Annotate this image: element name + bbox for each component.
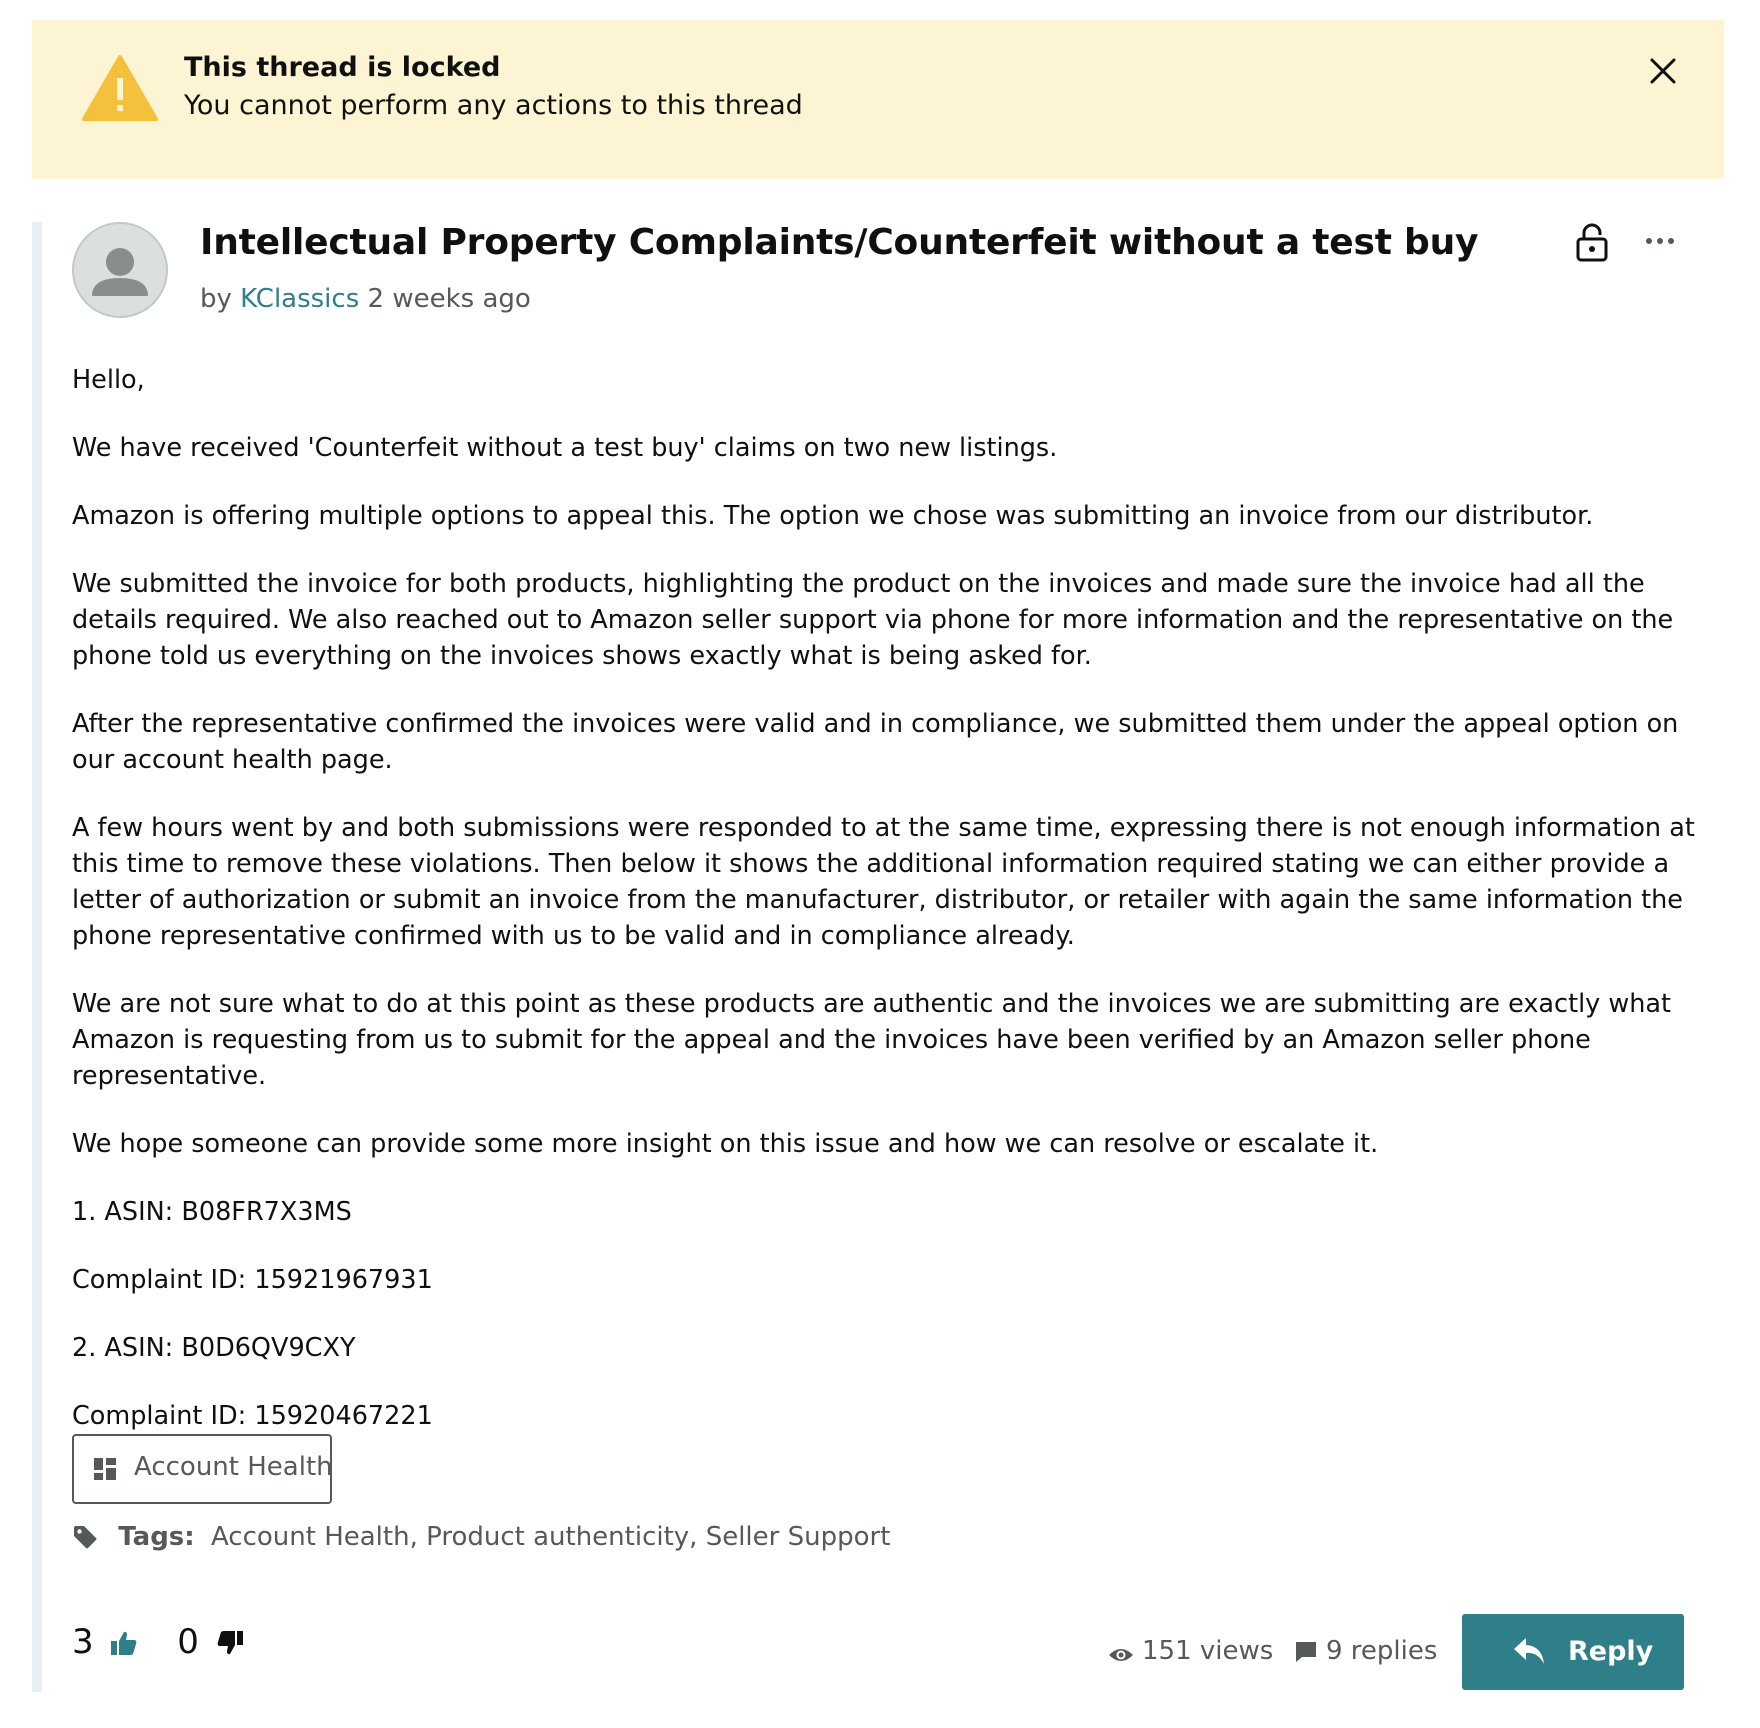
banner-title: This thread is locked: [184, 52, 501, 83]
replies-count: [1294, 1636, 1437, 1666]
post-paragraph: A few hours went by and both submissions were responded to at the same time, expressing there is not enough information at this time to remove these violations. Then below it shows the additional information required stating we can either provide a letter of authorization or submit an invoice from the manufacturer, distributor, or retailer with again the same information the phone representative confirmed with us to be valid and in compliance already.: [72, 813, 1695, 951]
thumbs-down-icon[interactable]: [216, 1629, 244, 1657]
tag-link[interactable]: Product authenticity: [426, 1522, 690, 1552]
tag-separator: ,: [409, 1522, 418, 1552]
category-badge[interactable]: [72, 1434, 332, 1504]
lock-icon: [1574, 222, 1610, 262]
post-paragraph: Complaint ID: 15920467221: [72, 1401, 433, 1431]
post-byline: [200, 284, 531, 314]
post-body: [72, 362, 1712, 1466]
post-paragraph: Hello,: [72, 365, 145, 395]
post-title: Intellectual Property Complaints/Counterfeit without a test buy: [200, 222, 1479, 263]
byline-prefix: by: [200, 284, 232, 314]
post-paragraph: Complaint ID: 15921967931: [72, 1265, 433, 1295]
views-count: [1108, 1636, 1273, 1666]
eye-icon: [1108, 1646, 1134, 1664]
post-paragraph: 1. ASIN: B08FR7X3MS: [72, 1197, 352, 1227]
upvote-count: 3: [72, 1622, 94, 1662]
post-paragraph: We are not sure what to do at this point as these products are authentic and the invoices we are submitting are exactly what Amazon is requesting from us to submit for the appeal and the invoices have been verified by an Amazon seller phone representative.: [72, 989, 1671, 1091]
user-silhouette-icon: [74, 224, 168, 318]
tag-icon: [72, 1524, 98, 1550]
tags-row: [72, 1522, 890, 1552]
locked-thread-banner: [32, 20, 1724, 179]
tag-link[interactable]: Account Health: [210, 1522, 410, 1552]
author-link[interactable]: KClassics: [240, 284, 360, 314]
reply-button-label: Reply: [1568, 1636, 1654, 1667]
views-label: 151 views: [1142, 1636, 1274, 1666]
avatar[interactable]: [72, 222, 168, 318]
reply-arrow-icon: [1512, 1636, 1546, 1666]
warning-icon: [82, 54, 158, 122]
comment-icon: [1294, 1640, 1318, 1664]
post-time: 2 weeks ago: [367, 284, 531, 314]
dashboard-icon: [94, 1458, 116, 1480]
close-icon[interactable]: [1648, 56, 1678, 86]
reply-button[interactable]: [1462, 1614, 1684, 1690]
post-paragraph: 2. ASIN: B0D6QV9CXY: [72, 1333, 356, 1363]
banner-subtitle: You cannot perform any actions to this thread: [184, 90, 803, 121]
post-paragraph: We submitted the invoice for both products, highlighting the product on the invoices and made sure the invoice had all the details required. We also reached out to Amazon seller support via phone for more information and the representative on the phone told us everything on the invoices shows exactly what is being asked for.: [72, 569, 1674, 671]
post-paragraph: We hope someone can provide some more insight on this issue and how we can resolve or escalate it.: [72, 1129, 1379, 1159]
downvote-count: 0: [177, 1622, 199, 1662]
thread-post: [32, 222, 1695, 1692]
votes: [72, 1622, 244, 1662]
tag-link[interactable]: Seller Support: [705, 1522, 891, 1552]
tag-separator: ,: [689, 1522, 698, 1552]
post-paragraph: After the representative confirmed the invoices were valid and in compliance, we submitted them under the appeal option on our account health page.: [72, 709, 1679, 775]
post-paragraph: We have received 'Counterfeit without a test buy' claims on two new listings.: [72, 433, 1058, 463]
tags-label: Tags:: [118, 1522, 195, 1552]
category-badge-label: Account Health: [134, 1452, 333, 1482]
post-paragraph: Amazon is offering multiple options to appeal this. The option we chose was submitting an invoice from our distributor.: [72, 501, 1594, 531]
more-options-icon[interactable]: [1644, 236, 1676, 246]
replies-label: 9 replies: [1326, 1636, 1438, 1666]
post-thread-line: [32, 222, 42, 1692]
thumbs-up-icon[interactable]: [110, 1629, 138, 1657]
